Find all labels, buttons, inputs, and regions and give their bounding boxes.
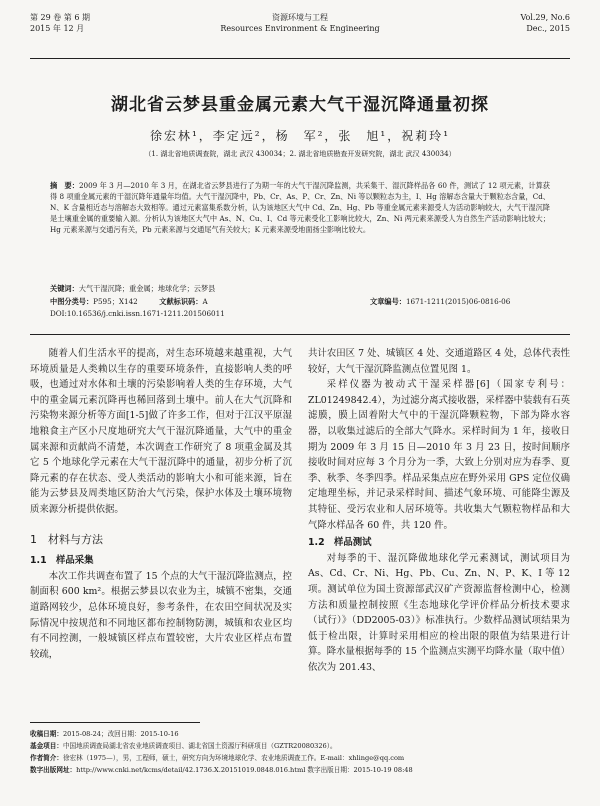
author-label: 作者简介：: [30, 754, 63, 762]
url-label: 数字出版网址：: [30, 766, 77, 774]
author-list: 徐宏林¹，李定远²，杨 军²，张 旭¹，祝莉玲¹: [149, 129, 451, 143]
url-value: http://www.cnki.net/kcms/detail/42.1736.X.20151019.0848.016.html 数字出版日期：2015-10-19 08:48: [76, 766, 413, 774]
clc-label: 中图分类号：: [50, 297, 94, 306]
publication-date-en: Dec., 2015: [526, 24, 570, 33]
running-header: [30, 12, 570, 46]
journal-name-en: Resources Environment & Engineering: [220, 24, 380, 33]
footnote-rule: [30, 722, 200, 723]
doi: DOI:10.16536/j.cnki.issn.1671-1211.201506011: [50, 309, 225, 318]
clc-value: P595；X142: [93, 297, 138, 306]
body-paragraph: 采样仪器为被动式干湿采样器[6]（国家专利号：ZL01249842.4），为过滤分离式接收器，采样器中装载有石英滤膜，膜上固着附大气中的干湿沉降颗粒物，下部为降水容器，以收集过滤后的全部大气降水。采样时间为 1 年，接收日期为 2009 年 3 月 15 日—2010 年 3 月 23 日，按时间顺序接收时间对应每 3 个月分为一季，大致上分别对应为春季、夏季、秋季、冬季四季。样品采集点应在野外采用 GPS 定位仪确定地理坐标，并记录采样时间、描述气象环境、可能降尘源及其特征、受污农业和人居环境等。共收集大气颗粒物样品和大气降水样品各 60 件，共 120 件。: [308, 379, 570, 531]
footnote-url: [30, 764, 570, 776]
right-column: [308, 346, 570, 675]
affiliation: （1. 湖北省地质调查院，湖北 武汉 430034；2. 湖北省地质勘查开发研究院，湖北 武汉 430034）: [144, 150, 456, 158]
volume-issue-en: Vol.29, No.6: [520, 13, 570, 22]
article-no-label: 文章编号：: [370, 297, 406, 306]
fund-value: 中国地质调查局湖北省农业地质调查项目、湖北省国土资源厅科研项目（GZTR20080326）。: [62, 742, 337, 750]
body-paragraph: 本次工作共调查布置了 15 个点的大气干湿沉降监测点，控制面积 600 km²。根据云梦县以农业为主，城镇不密集，交通道路网较少，总体环境良好，参考条件，在农田空间状况及实际情况中按规范和不同地区都布控制物防测，城镇和农业区均有不同控测，一般城镇区样点布置较密，大片农业区样点布置较疏，: [30, 570, 292, 660]
received-value: 2015-08-24；改回日期：2015-10-16: [62, 730, 179, 738]
abstract: [50, 180, 550, 235]
header-rule: [30, 58, 570, 59]
footnote-fund: [30, 740, 570, 752]
footnote-author: [30, 752, 570, 764]
continued-paragraph: 共计农田区 7 处、城镇区 4 处、交通道路区 4 处，总体代表性较好，大气干湿沉降监测点位置见图 1。: [308, 348, 570, 375]
left-column: [30, 346, 292, 662]
abstract-text: 2009 年 3 月—2010 年 3 月，在湖北省云梦县进行了为期一年的大气干湿沉降监测，共采集干、湿沉降样品各 60 件，测试了 12 项元素，计算获得 8 项重金属元素的干湿沉降年通量年均值。大气干湿沉降中，Pb、Cr、As、P、Cr、Zn、Ni 等以颗粒态为主，I、Hg 溶解态含量大于颗粒态含量，Cd、N、K 含量相近态与溶解态大致相等。通过元素富集系数分析，认为该地区大气中 Cd、Zn、Hg、Pb 等重金属元素来源受人为活动影响较大，大气干湿沉降是土壤重金属的重要输入源。分析认为该地区大气中 As、N、Cu、I、Cd 等元素受化工影响比较大，Zn、Ni 两元素来源受人为自然生产活动影响比较大；Hg 元素来源与交通污有关，Pb 元素来源与交通尾气有关较大；K 元素来源受地面扬尘影响比较大。: [50, 181, 550, 234]
publication-date: 2015 年 12 月: [30, 24, 85, 33]
header-center: [30, 12, 570, 34]
keywords-label: 关键词：: [50, 284, 79, 293]
received-label: 收稿日期：: [30, 730, 63, 738]
abstract-label: 摘 要：: [50, 181, 79, 190]
header-right: [520, 12, 570, 34]
classification-block: [50, 296, 550, 320]
footnotes: [30, 728, 570, 776]
fund-label: 基金项目：: [30, 742, 63, 750]
author-value: 徐宏林（1975—），男，工程师，硕士，研究方向为环境地球化学、农业地质调查工作。E-mail：xhlinge@qq.com: [62, 754, 405, 762]
keywords: [50, 283, 550, 294]
volume-issue: 第 29 卷 第 6 期: [30, 13, 90, 22]
article-number: [370, 296, 510, 308]
clc-number: [50, 296, 208, 308]
section-heading-1-2: 1.2 样品测试: [308, 537, 372, 549]
intro-paragraph: 随着人们生活水平的提高，对生态环境越来越重视，大气环境质量是人类赖以生存的重要环境条件，直接影响人类的呼吸，也通过对水体和土壤的污染影响着人类的生存环境，大气中的重金属元素沉降再也稀回落到土壤中。前人在大气沉降和污染物来源分析等方面[1-5]做了许多工作，但对于江汉平原湿地粮食主产区小尺度地研究大气干湿沉降通量，大气中的重金属来源和贡献尚不清楚，本次调查工作研究了 8 项重金属及其它 5 个地球化学元素在大气干湿沉降中的通量，初步分析了沉降元素的存在状态、受人类活动的影响大小和可能来源，旨在能为云梦县及周类地区防治大气污染，保护水体及土壤环境物质来源分析提供依据。: [30, 348, 292, 515]
article-title: 湖北省云梦县重金属元素大气干湿沉降通量初探: [111, 95, 489, 115]
section-heading-1-1: 1.1 样品采集: [30, 555, 94, 567]
section-heading-1: 1 材料与方法: [30, 532, 103, 546]
body-rule: [30, 334, 570, 335]
body-paragraph: 对每季的干、湿沉降做地球化学元素测试，测试项目为 As、Cd、Cr、Ni、Hg、Pb、Cu、Zn、N、P、K、I 等 12 项。测试单位为国土资源部武汉矿产资源监督检测中心，检测方法和质量控制按照《生态地球化学评价样品分析技术要求（试行）》（DD2005-03）》标准执行。少数样品测试项结果为低于检出限，计算时采用相应的检出限的限值为结果进行计算。降水量根据每季的 15 个监测点实测平均降水量（取中值）依次为 201.43、: [308, 552, 570, 673]
article-no-value: 1671-1211(2015)06-0816-06: [405, 297, 511, 306]
doc-code-label: 文献标识码：: [159, 297, 203, 306]
journal-name-cn: 资源环境与工程: [272, 13, 328, 22]
footnote-received: [30, 728, 570, 740]
doc-code-value: A: [202, 297, 208, 306]
keywords-text: 大气干湿沉降；重金属；地球化学；云梦县: [78, 284, 216, 293]
